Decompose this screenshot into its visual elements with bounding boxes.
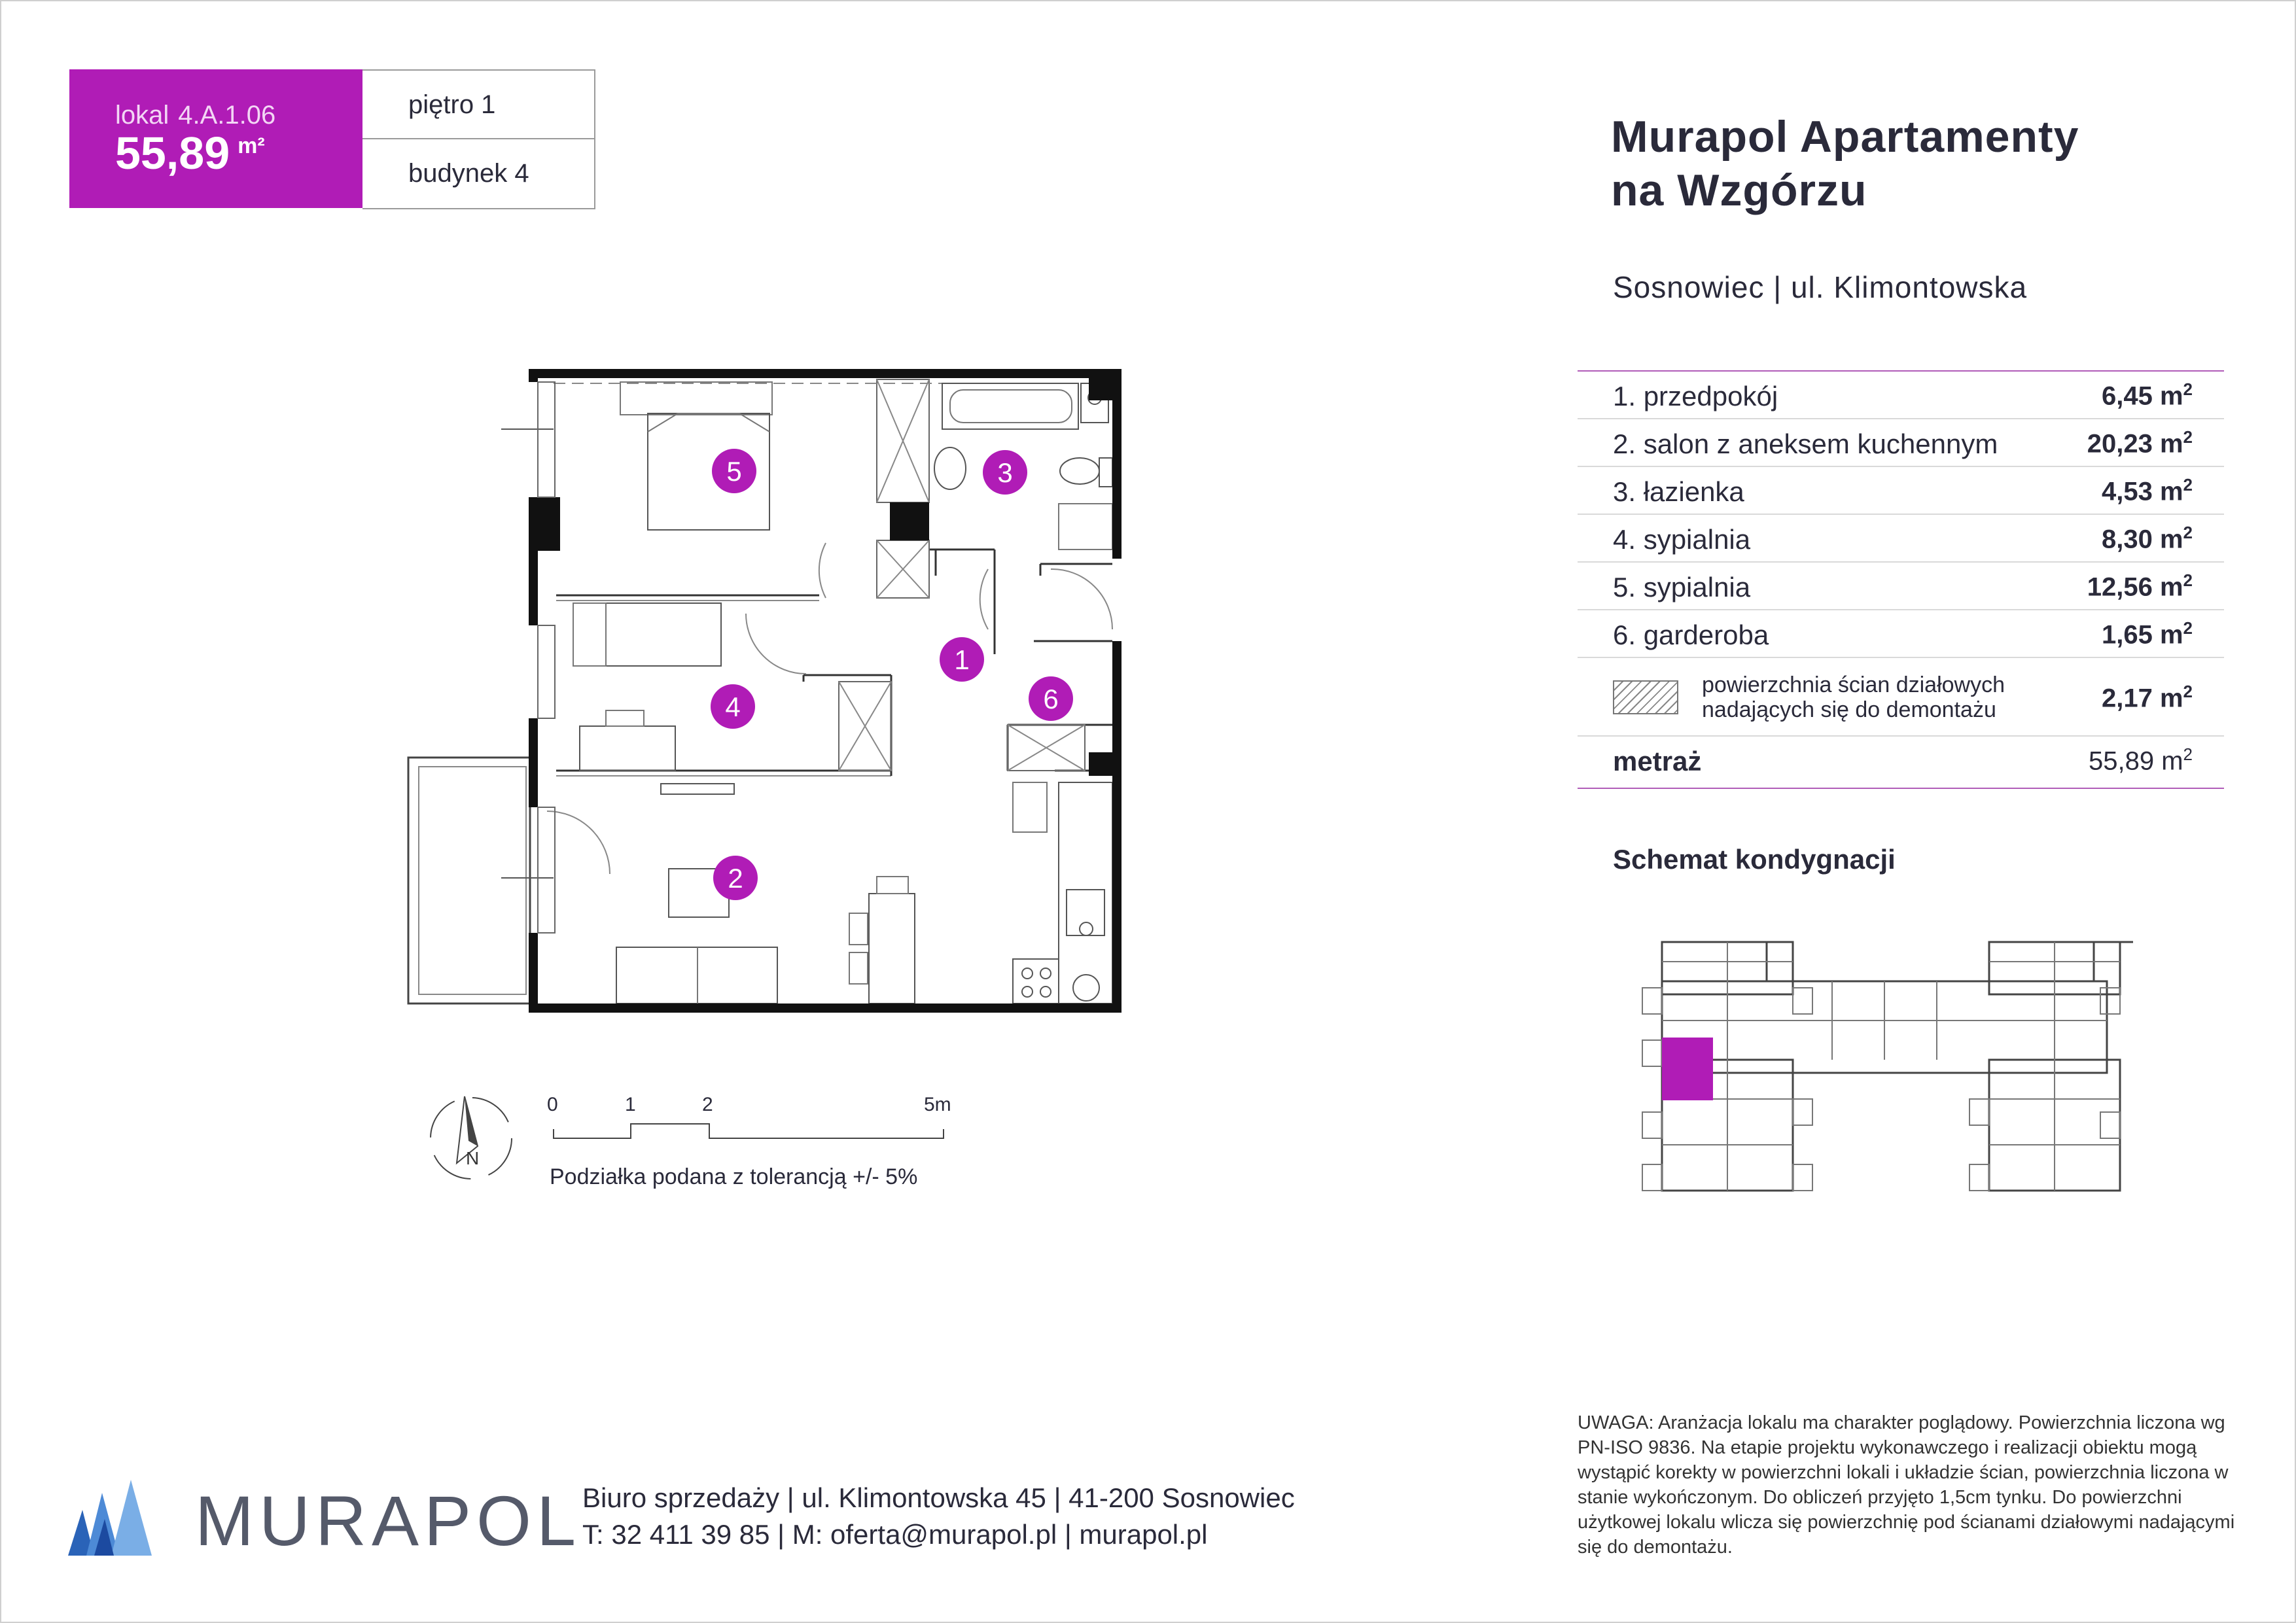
floor-label: piętro 1 [362, 71, 594, 139]
scale-tick-5m: 5m [924, 1094, 951, 1115]
room-row: 4. sypialnia 8,30 $m^2$ [1578, 515, 2224, 563]
room-row: 6. garderoba 1,65 $m^2$ [1578, 610, 2224, 658]
scale-tick-1: 1 [625, 1094, 636, 1115]
unit-summary-box [69, 69, 362, 208]
project-title: Murapol Apartamenty na Wzgórzu [1611, 112, 2079, 215]
scale-tolerance-note: Podziałka podana z tolerancją +/- 5% [550, 1164, 918, 1189]
room-marker-1: 1 [954, 644, 970, 675]
building-label: budynek 4 [408, 159, 529, 188]
murapol-logo-icon [68, 1480, 166, 1556]
unit-area: 55,89 $^{m^2}$ [115, 128, 265, 179]
highlighted-unit [1662, 1038, 1713, 1100]
room-marker-3: 3 [997, 457, 1013, 488]
room-marker-5: 5 [726, 456, 742, 487]
room-row: 1. przedpokój 6,45 $m^2$ [1578, 372, 2224, 419]
disclaimer-note: UWAGA: Aranżacja lokalu ma charakter poglądowy. Powierzchnia liczona wg PN-ISO 9836. Na etapie projektu wykonawczego i realizacji obiektu mogą wystąpić korekty w powierzchni lokali i układzie ścian, powierzchnia liczona w stanie wykończonym. Do obliczeń przyjęto 1,5cm tynku. Do powierzchni użytkowej lokalu wlicza się powierzchnię pod ścianami działowymi nadającymi się do demontażu. [1578, 1412, 2235, 1558]
room-marker-2: 2 [728, 863, 743, 894]
room-marker-6: 6 [1043, 684, 1059, 714]
project-location: Sosnowiec | ul. Klimontowska [1613, 270, 2028, 304]
sales-office-contact: T: 32 411 39 85 | M: oferta@murapol.pl | murapol.pl [582, 1519, 1208, 1550]
unit-info-box [362, 69, 595, 209]
scale-bar [550, 1106, 955, 1145]
scale-tick-0: 0 [547, 1094, 558, 1115]
room-row: 3. łazienka 4,53 $m^2$ [1578, 467, 2224, 515]
apartment-floor-plan [393, 353, 1139, 1027]
scale-tick-2: 2 [702, 1094, 713, 1115]
unit-number: lokal 4.A.1.06 [115, 101, 276, 130]
north-label: N [466, 1148, 480, 1168]
removable-walls-row: powierzchnia ścian działowych nadających się do demontażu 2,17 $m^2$ [1578, 658, 2224, 737]
room-row: 5. sypialnia 12,56 $m^2$ [1578, 563, 2224, 610]
room-marker-4: 4 [725, 691, 741, 722]
hatch-swatch-icon [1613, 680, 1678, 714]
north-compass-icon [419, 1086, 523, 1191]
floor-schema-title: Schemat kondygnacji [1613, 844, 1896, 875]
building-floor-schema [1636, 929, 2133, 1204]
sales-office-address: Biuro sprzedaży | ul. Klimontowska 45 | 41-200 Sosnowiec [582, 1482, 1295, 1513]
room-row: 2. salon z aneksem kuchennym 20,23 $m^2$ [1578, 419, 2224, 467]
brand-name: MURAPOL [195, 1481, 582, 1560]
total-area-row: metraż 55,89 $m^2$ [1578, 737, 2224, 789]
room-area-table [1578, 370, 2224, 789]
